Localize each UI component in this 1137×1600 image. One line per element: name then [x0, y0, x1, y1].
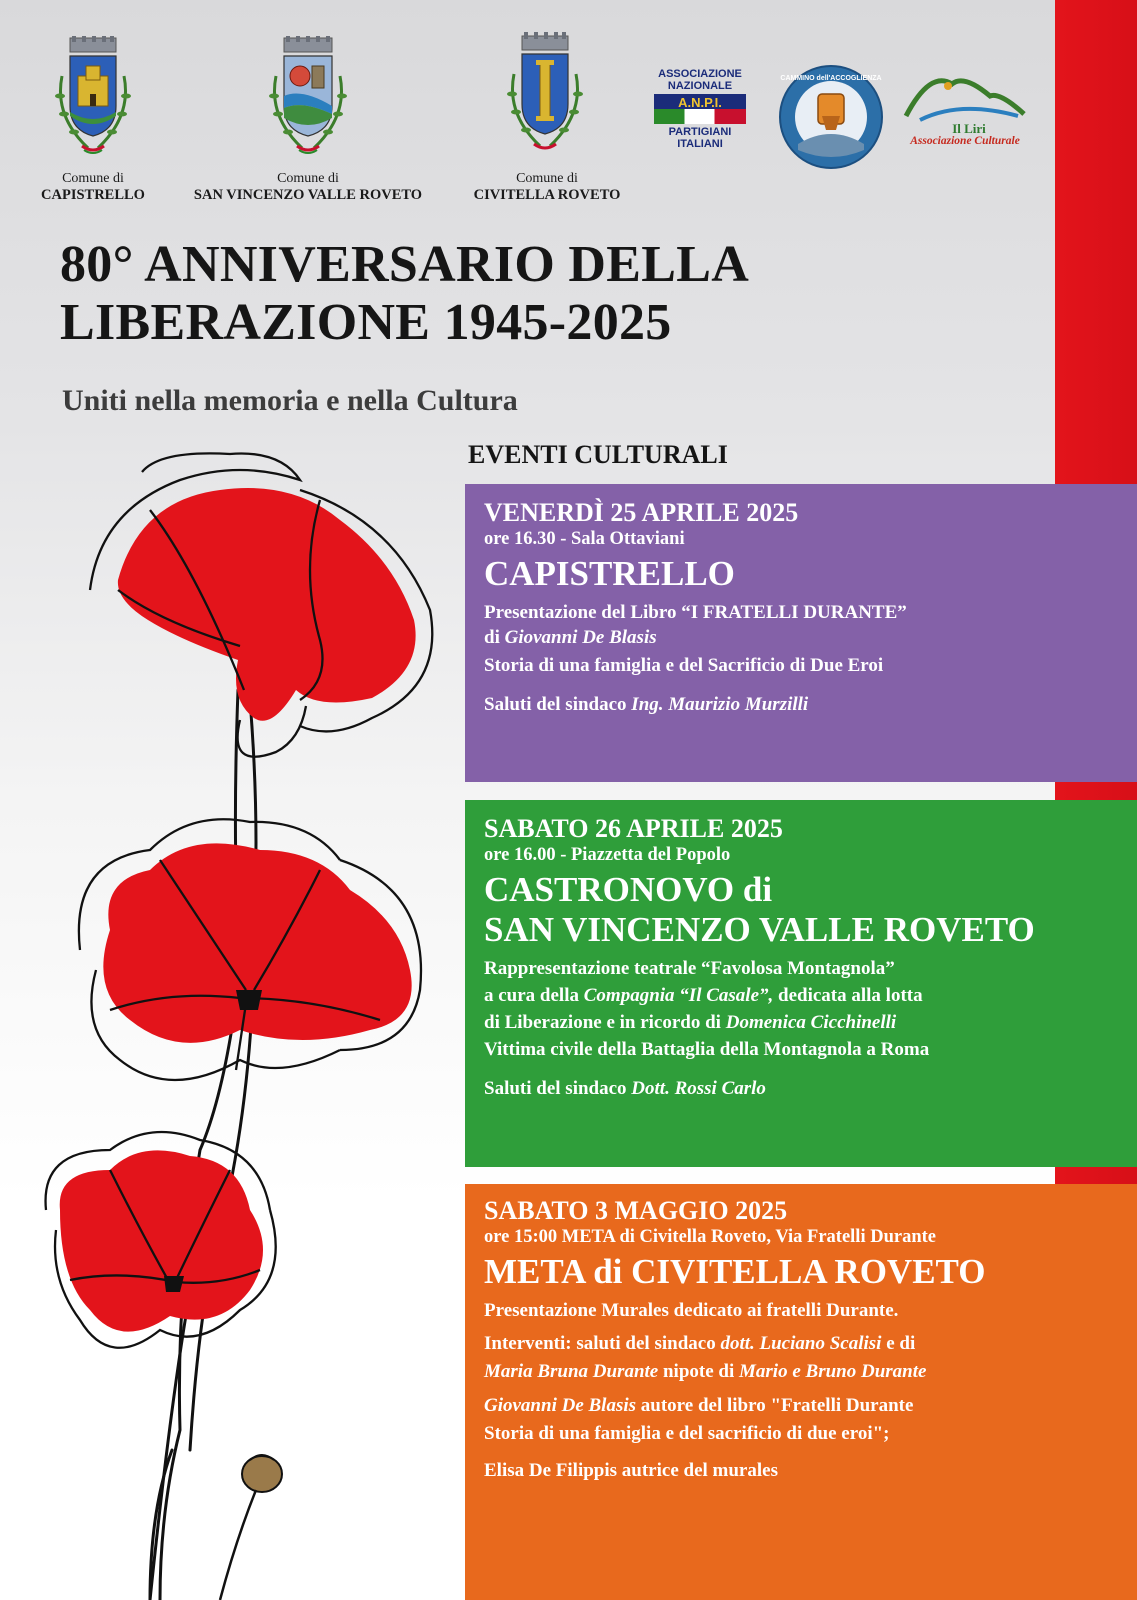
event-2-date: SABATO 26 APRILE 2025 — [484, 814, 783, 843]
event-3-line-2: Interventi: saluti del sindaco dott. Luciano Scalisi e di — [484, 1333, 916, 1354]
event-1-greetings: Saluti del sindaco Ing. Maurizio Murzilli — [484, 694, 809, 715]
event-3-line-4: Giovanni De Blasis autore del libro "Fratelli Durante — [484, 1395, 914, 1416]
page-subtitle: Uniti nella memoria e nella Cultura — [62, 384, 518, 417]
event-2-line-2: a cura della Compagnia “Il Casale”, dedicata alla lotta — [484, 985, 923, 1006]
anpi-flag-icon — [654, 94, 746, 124]
event-3-line-6: Elisa De Filippis autrice del murales — [484, 1460, 778, 1481]
anpi-bottom-text: PARTIGIANI ITALIANI — [668, 126, 732, 150]
il-liri-name: Il Liri — [952, 121, 986, 136]
event-3-line-1: Presentazione Murales dedicato ai fratelli Durante. — [484, 1300, 899, 1321]
title-line-2: LIBERAZIONE 1945-2025 — [60, 294, 672, 351]
san-vincenzo-crest-icon — [262, 36, 354, 164]
event-2-line-3: di Liberazione e in ricordo di Domenica Cicchinelli — [484, 1012, 897, 1033]
il-liri-subtitle: Associazione Culturale — [910, 135, 1020, 147]
event-3-place: META di CIVITELLA ROVETO — [484, 1252, 986, 1291]
cammino-accoglienza-logo-icon — [778, 64, 884, 170]
il-liri-logo — [900, 66, 1030, 147]
title-line-1: 80° ANNIVERSARIO DELLA — [60, 236, 750, 293]
capistrello-label: Comune di CAPISTRELLO — [41, 171, 145, 203]
anpi-logo — [650, 68, 750, 150]
event-card-castronovo — [465, 800, 1137, 1167]
il-liri-mountain-icon — [900, 66, 1030, 122]
poppies-illustration — [0, 450, 460, 1600]
anpi-mark: A.N.P.I. — [678, 95, 722, 110]
event-2-time: ore 16.00 - Piazzetta del Popolo — [484, 845, 731, 865]
event-3-line-3: Maria Bruna Durante nipote di Mario e Bruno Durante — [484, 1361, 927, 1382]
event-2-greetings: Saluti del sindaco Dott. Rossi Carlo — [484, 1078, 766, 1099]
civitella-crest-icon — [500, 32, 590, 162]
event-3-date: SABATO 3 MAGGIO 2025 — [484, 1196, 788, 1225]
svg-text:CAMMINO dell'ACCOGLIENZA: CAMMINO dell'ACCOGLIENZA — [780, 75, 882, 82]
event-card-capistrello — [465, 484, 1137, 782]
event-2-place-line-1: CASTRONOVO di — [484, 870, 773, 909]
event-1-time: ore 16.30 - Sala Ottaviani — [484, 529, 685, 549]
civitella-label: Comune di CIVITELLA ROVETO — [473, 171, 621, 203]
page-title — [60, 236, 960, 352]
event-1-line-2: di Giovanni De Blasis — [484, 627, 657, 648]
capistrello-crest-icon — [48, 36, 138, 164]
san-vincenzo-label: Comune di SAN VINCENZO VALLE ROVETO — [193, 171, 423, 203]
event-2-place-line-2: SAN VINCENZO VALLE ROVETO — [484, 910, 1035, 949]
event-1-date: VENERDÌ 25 APRILE 2025 — [484, 498, 799, 527]
event-3-line-5: Storia di una famiglia e del sacrificio di due eroi"; — [484, 1423, 890, 1444]
event-2-line-4: Vittima civile della Battaglia della Montagnola a Roma — [484, 1039, 930, 1060]
event-1-line-1: Presentazione del Libro “I FRATELLI DURANTE” — [484, 602, 907, 623]
event-card-meta — [465, 1184, 1137, 1600]
event-1-place: CAPISTRELLO — [484, 554, 735, 593]
anpi-top-text: ASSOCIAZIONE NAZIONALE — [658, 68, 742, 92]
events-heading: EVENTI CULTURALI — [468, 440, 728, 469]
event-3-time: ore 15:00 META di Civitella Roveto, Via Fratelli Durante — [484, 1227, 936, 1247]
event-1-line-3: Storia di una famiglia e del Sacrificio di Due Eroi — [484, 655, 884, 676]
event-2-line-1: Rappresentazione teatrale “Favolosa Montagnola” — [484, 958, 895, 979]
